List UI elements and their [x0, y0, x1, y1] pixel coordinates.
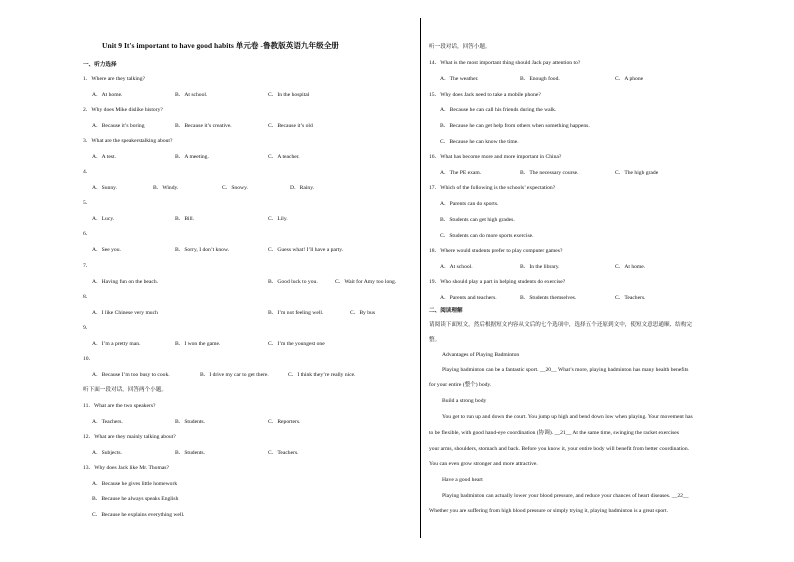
option-text: B．Students can get high grades. — [440, 217, 515, 223]
paragraph-line: Have a good heart — [442, 477, 483, 483]
question-text: 18．Where would students prefer to play computer games? — [429, 248, 563, 254]
question-text: for your entire (整个) body. — [429, 382, 492, 388]
option-text: B．Enough food. — [520, 76, 560, 82]
option-text: B．Because he can get help from others when something happens. — [440, 123, 590, 129]
question-text: 15．Why does Jack need to take a mobile phone? — [429, 92, 541, 98]
question-text: 16．What has become more and more important in China? — [429, 154, 562, 160]
question-text: Whether you are suffering from high blood pressure or simply trying it, playing badminton is a great sport. — [429, 508, 668, 514]
option-text: A．I like Chinese very much — [92, 310, 158, 316]
question-text: 11．What are the two speakers? — [83, 403, 156, 409]
question-text: 听一段对话，回答小题。 — [429, 44, 491, 50]
question-text: 12．What are they mainly talking about? — [83, 434, 176, 440]
option-text: C．I’m the youngest one — [268, 341, 325, 347]
question-text: 7． — [83, 263, 92, 269]
option-text: A．Teachers. — [92, 419, 123, 425]
option-text: A．Because I’m too busy to cook. — [92, 372, 170, 378]
paragraph-line: Advantages of Playing Badminton — [442, 352, 520, 358]
option-text: A．Lucy. — [92, 216, 115, 222]
section-heading: 二、阅读理解 — [429, 308, 463, 314]
option-text: B．I won the game. — [175, 341, 221, 347]
question-text: 请阅读下面短文，然后根据短文内容从文后的七个选项中，选择五个还原到文中，使短文意思通顺、结构完 — [429, 322, 692, 328]
option-text: C．The high grade — [615, 170, 659, 176]
question-text: 4． — [83, 169, 92, 175]
option-text: B．Sorry, I don’t know. — [175, 247, 230, 253]
option-text: A．Parents and teachers. — [440, 295, 497, 301]
question-text: 19．Who should play a part in helping students do exercise? — [429, 279, 566, 285]
question-text: 3．What are the speakerstalking about? — [83, 138, 173, 144]
option-text: A．Because it’s boring — [92, 123, 145, 129]
option-text: C．Teachers. — [268, 450, 299, 456]
option-text: C．Reporters. — [268, 419, 301, 425]
option-text: A．Because he gives little homework — [92, 481, 178, 487]
question-text: 6． — [83, 231, 92, 237]
option-text: A．Parents can do sports. — [440, 201, 499, 207]
question-text: 14．What is the most important thing should Jack pay attention to? — [429, 60, 581, 66]
option-text: C．Guess what! I’ll have a party. — [268, 247, 344, 253]
option-text: C．Wait for Amy too long. — [335, 279, 397, 285]
option-text: C．Teachers. — [615, 295, 646, 301]
option-text: B．Windy. — [153, 185, 179, 191]
paragraph-line: Build a strong body — [442, 398, 487, 404]
option-text: A．At home. — [92, 92, 123, 98]
question-text: to be flexible, with good hand-eye coordination (协调). __21__ At the same time, swinging the racket exercises — [429, 430, 679, 436]
option-text: C．I think they’re really nice. — [288, 372, 356, 378]
option-text: A．Subjects. — [92, 450, 122, 456]
option-text: C．Lily. — [268, 216, 288, 222]
option-text: D．Rainy. — [290, 185, 315, 191]
question-text: 17．Which of the following is the schools’ expectation? — [429, 185, 556, 191]
option-text: A．Because he can call his friends during the walk. — [440, 107, 557, 113]
option-text: B．A meeting. — [175, 154, 209, 160]
paragraph-line: You get to run up and down the court. You jump up high and bend down low when playing. Your movement has — [442, 414, 693, 420]
option-text: A．Having fun on the beach. — [92, 279, 159, 285]
option-text: B．Students. — [175, 419, 205, 425]
option-text: B．Students. — [175, 450, 205, 456]
option-text: A．See you. — [92, 247, 121, 253]
option-text: A．At school. — [440, 264, 473, 270]
section-heading: 一、听力选择 — [83, 62, 117, 68]
option-text: A．A test. — [92, 154, 116, 160]
question-text: 9． — [83, 325, 92, 331]
option-text: C．By bus — [350, 310, 376, 316]
question-text: 5． — [83, 200, 92, 206]
paragraph-line: Playing badminton can actually lower your blood pressure, and reduce your chances of heart diseases. __22__ — [442, 493, 689, 499]
paragraph-line: Playing badminton can be a fantastic sport. __20__ What’s more, playing badminton has many health benefits — [442, 367, 689, 373]
option-text: C．Because he explains everything well. — [92, 512, 185, 518]
page-title: Unit 9 It's important to have good habits 单元卷 -鲁教版英语九年级全册 — [102, 41, 339, 50]
option-text: B．The necessary course. — [520, 170, 579, 176]
option-text: B．Because it’s creative. — [175, 123, 232, 129]
option-text: C．At home. — [615, 264, 646, 270]
option-text: A．I’m a pretty man. — [92, 341, 141, 347]
question-text: 听下面一段对话，回答两个小题。 — [83, 387, 167, 393]
option-text: C．Students can do more sports exercise. — [440, 233, 534, 239]
option-text: A．The weather. — [440, 76, 479, 82]
option-text: A．The PE exam. — [440, 170, 482, 176]
option-text: B．Bill. — [175, 216, 195, 222]
question-text: You can even grow stronger and more attractive. — [429, 461, 538, 467]
option-text: B．At school. — [175, 92, 208, 98]
option-text: C．In the hospital — [268, 92, 310, 98]
option-text: B．I’m not feeling well. — [268, 310, 324, 316]
option-text: C．A phone — [615, 76, 644, 82]
option-text: C．Because it’s old — [268, 123, 313, 129]
question-text: 10． — [83, 356, 95, 362]
question-text: 8． — [83, 294, 92, 300]
question-text: 整。 — [429, 337, 441, 343]
option-text: A．Sunny. — [92, 185, 117, 191]
column-divider — [420, 18, 421, 538]
option-text: B．I drive my car to get there. — [200, 372, 269, 378]
question-text: 13．Why does Jack like Mr. Thomas? — [83, 465, 169, 471]
question-text: 1．Where are they talking? — [83, 76, 145, 82]
question-text: your arms, shoulders, stomach and back. Before you know it, your entire body will benefit from better coordination. — [429, 446, 690, 452]
option-text: B．In the library. — [520, 264, 560, 270]
question-text: 2．Why does Mike dislike history? — [83, 107, 163, 113]
option-text: B．Because he always speaks English — [92, 496, 179, 502]
option-text: B．Students themselves. — [520, 295, 577, 301]
option-text: C．Because he can know the time. — [440, 139, 519, 145]
option-text: B．Good luck to you. — [268, 279, 318, 285]
option-text: C．Snowy. — [222, 185, 248, 191]
option-text: C．A teacher. — [268, 154, 300, 160]
